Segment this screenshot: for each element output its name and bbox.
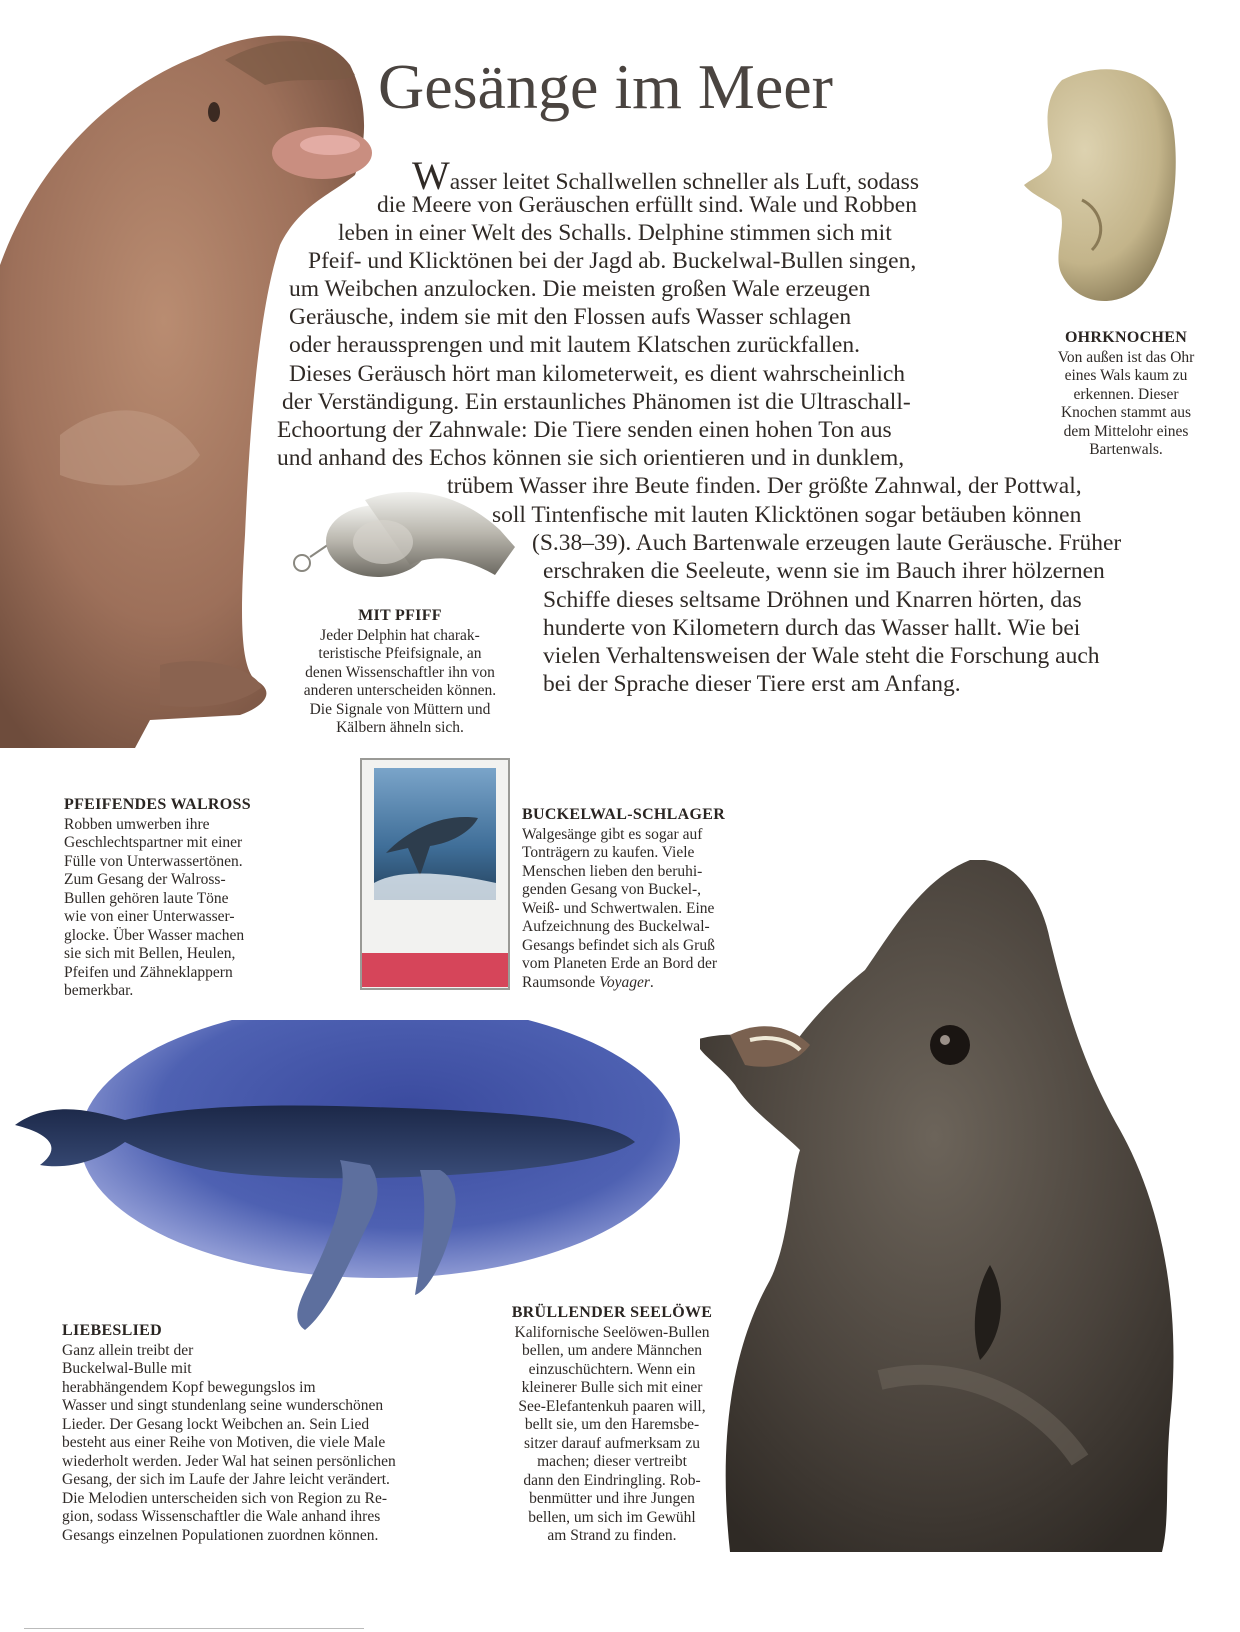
intro-line: Echoortung der Zahnwale: Die Tiere senden einen hohen Ton aus	[277, 417, 892, 443]
ear-bone-image	[1022, 60, 1182, 310]
intro-line: Dieses Geräusch hört man kilometerweit, es dient wahrscheinlich	[289, 361, 906, 387]
page-title: Gesänge im Meer	[378, 51, 833, 122]
intro-line: Schiffe dieses seltsame Dröhnen und Knarren hörten, das	[543, 587, 1082, 613]
sea-lion-image	[700, 860, 1220, 1555]
intro-line: der Verständigung. Ein erstaunliches Phänomen ist die Ultraschall-	[282, 389, 911, 415]
caption-text: Jeder Delphin hat charak- teristische Pfeifsignale, an denen Wissenschaftler ihn von anderen unterscheiden können. Die Signale von Müttern und Kälbern ähneln sich.	[303, 626, 497, 736]
caption-text: Walgesänge gibt es sogar auf Tonträgern zu kaufen. Viele Menschen lieben den beruhi- genden Gesang von Buckel-, Weiß- und Schwertwalen. Eine Aufzeichnung des Buckelwal- Gesangs befindet sich als Gruß vom Planeten Erde an Bord der Raumsonde Voyager.	[522, 825, 717, 991]
intro-line: Pfeif- und Klicktönen bei der Jagd ab. Buckelwal-Bullen singen,	[308, 248, 917, 274]
intro-line: soll Tintenfische mit lauten Klicktönen sogar betäuben können	[492, 502, 1082, 528]
caption-walross	[64, 796, 324, 1001]
caption-heading: BUCKELWAL-SCHLAGER	[522, 806, 726, 823]
intro-line: die Meere von Geräuschen erfüllt sind. Wale und Robben	[377, 192, 917, 218]
page-divider	[24, 1628, 364, 1629]
intro-line-1: Wasser leitet Schallwellen schneller als Luft, sodass	[412, 153, 919, 198]
intro-line: trübem Wasser ihre Beute finden. Der größte Zahnwal, der Pottwal,	[447, 473, 1082, 499]
caption-liebeslied	[62, 1322, 482, 1545]
caption-text: Von außen ist das Ohr eines Wals kaum zu erkennen. Dieser Knochen stammt aus dem Mittelohr eines Bartenwals.	[1057, 348, 1195, 458]
caption-heading: LIEBESLIED	[62, 1322, 162, 1339]
intro-line: (S.38–39). Auch Bartenwale erzeugen laute Geräusche. Früher	[532, 530, 1122, 556]
intro-line: leben in einer Welt des Schalls. Delphine stimmen sich mit	[338, 220, 892, 246]
intro-line: Geräusche, indem sie mit den Flossen aufs Wasser schlagen	[289, 304, 852, 330]
intro-line: und anhand des Echos können sie sich orientieren und in dunklem,	[277, 445, 905, 471]
caption-text: Ganz allein treibt der Buckelwal-Bulle mit herabhängendem Kopf bewegungslos im Wasser und singt stundenlang seine wunderschönen Lieder. Der Gesang lockt Weibchen an. Sein Lied besteht aus einer Reihe von Motiven, die viele Male wiederholt werden. Jeder Wal hat seinen persönlichen Gesang, der sich im Laufe der Jahre leicht verändert. Die Melodien unterscheiden sich von Region zu Re- gion, sodass Wissenschaftler die Wale anhand ihres Gesangs einzelnen Populationen zuordnen können.	[62, 1341, 396, 1544]
caption-seeloewe	[484, 1304, 740, 1546]
intro-line: vielen Verhaltensweisen der Wale steht die Forschung auch	[543, 643, 1100, 669]
intro-line: bei der Sprache dieser Tiere erst am Anfang.	[543, 671, 961, 697]
whistle-image	[290, 485, 520, 595]
intro-line: erschraken die Seeleute, wenn sie im Bauch ihrer hölzernen	[543, 558, 1105, 584]
caption-text: Kalifornische Seelöwen-Bullen bellen, um andere Männchen einzuschüchtern. Wenn ein kleinerer Bulle sich mit einer See-Elefantenkuh paaren will, bellt sie, um den Haremsbe- sitzer darauf aufmerksam zu machen; dieser vertreibt dann den Eindringling. Rob- benmütter und ihre Jungen bellen, um sich im Gewühl am Strand zu finden.	[514, 1323, 710, 1544]
caption-heading: OHRKNOCHEN	[1064, 329, 1188, 346]
caption-heading: MIT PFIFF	[358, 607, 442, 624]
caption-pfiff	[270, 607, 530, 738]
intro-line: hunderte von Kilometern durch das Wasser hallt. Wie bei	[543, 615, 1081, 641]
intro-line: oder heraussprengen und mit lautem Klatschen zurückfallen.	[289, 332, 860, 358]
intro-dropcap: W	[412, 153, 450, 198]
caption-heading: PFEIFENDES WALROSS	[64, 796, 251, 813]
cassette-image	[360, 758, 510, 990]
caption-text: Robben umwerben ihre Geschlechtspartner mit einer Fülle von Unterwassertönen. Zum Gesang der Walross- Bullen gehören laute Töne wie von einer Unterwasser- glocke. Über Wasser machen sie sich mit Bellen, Heulen, Pfeifen und Zähneklappern bemerkbar.	[64, 815, 245, 999]
caption-heading: BRÜLLENDER SEELÖWE	[511, 1304, 713, 1321]
caption-ohrknochen	[1036, 329, 1216, 460]
intro-line: um Weibchen anzulocken. Die meisten großen Wale erzeugen	[289, 276, 871, 302]
